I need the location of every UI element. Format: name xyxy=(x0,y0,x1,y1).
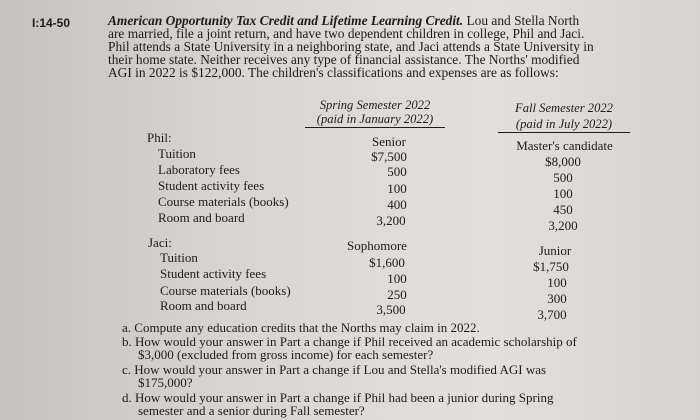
phil-row-label: Student activity fees xyxy=(158,178,265,193)
question-letter: c. xyxy=(122,362,132,377)
question-letter: b. xyxy=(122,334,132,349)
phil-row-fall: 3,200 xyxy=(548,218,578,233)
phil-row-label: Room and board xyxy=(158,210,245,225)
intro-line-1: Lou and Stella North xyxy=(466,13,580,28)
jaci-row-spring: 3,500 xyxy=(376,302,406,317)
intro-line-5: AGI in 2022 is $122,000. The children's classifications and expenses are as follows: xyxy=(108,65,559,80)
intro-line-3: Phil attends a State University in a neighboring state, and Jaci attends a State University in xyxy=(108,39,594,54)
jaci-row-fall: $1,750 xyxy=(533,259,569,274)
phil-row-label: Tuition xyxy=(158,146,196,161)
phil-class-fall: Master's candidate xyxy=(516,138,613,153)
phil-row-spring: 100 xyxy=(387,181,407,196)
question-letter: a. xyxy=(122,320,132,335)
phil-row-spring: $7,500 xyxy=(371,149,407,164)
col-spring-title: Spring Semester 2022 xyxy=(319,98,431,112)
question-b-line-2: $3,000 (excluded from gross income) for each semester? xyxy=(138,347,434,362)
jaci-row-label: Tuition xyxy=(160,250,198,265)
question-text: How would your answer in Part a change if Phil received an academic scholarship of xyxy=(135,334,577,349)
intro-line-2: are married, file a joint return, and have two dependent children in college, Phil and Jaci. xyxy=(108,26,585,41)
phil-row-label: Laboratory fees xyxy=(158,162,240,177)
question-letter: d. xyxy=(122,390,132,405)
jaci-row-label: Room and board xyxy=(160,298,247,313)
jaci-row-spring: 100 xyxy=(387,271,407,286)
question-d-line-2: semester and a senior during Fall semester? xyxy=(138,403,365,418)
question-c-line-2: $175,000? xyxy=(138,375,193,390)
phil-row-fall: 450 xyxy=(553,202,573,217)
problem-number: I:14-50 xyxy=(32,16,71,30)
question-text: How would your answer in Part a change if Phil had been a junior during Spring xyxy=(135,390,554,405)
question-text: How would your answer in Part a change if Lou and Stella's modified AGI was xyxy=(134,362,547,377)
student-name-jaci: Jaci: xyxy=(148,235,172,250)
col-fall-subtitle: (paid in July 2022) xyxy=(498,117,630,133)
jaci-row-fall: 100 xyxy=(547,275,567,290)
intro-line-4: their home state. Neither receives any type of financial assistance. The Norths' modified xyxy=(108,52,580,67)
phil-row-spring: 500 xyxy=(387,164,407,179)
jaci-class-fall: Junior xyxy=(538,243,572,258)
phil-row-fall: 500 xyxy=(553,170,573,185)
col-fall-title: Fall Semester 2022 xyxy=(515,101,613,115)
jaci-row-fall: 300 xyxy=(547,291,567,306)
problem-title: American Opportunity Tax Credit and Lifetime Learning Credit. xyxy=(108,13,464,28)
jaci-class-spring: Sophomore xyxy=(347,238,407,253)
jaci-row-label: Course materials (books) xyxy=(160,283,291,298)
jaci-row-fall: 3,700 xyxy=(537,307,567,322)
phil-row-fall: 100 xyxy=(553,186,573,201)
jaci-row-spring: 250 xyxy=(387,287,407,302)
phil-class-spring: Senior xyxy=(372,134,406,149)
phil-row-label: Course materials (books) xyxy=(158,194,289,209)
phil-row-fall: $8,000 xyxy=(545,154,581,169)
jaci-row-label: Student activity fees xyxy=(160,266,267,281)
phil-row-spring: 3,200 xyxy=(376,213,406,228)
phil-row-spring: 400 xyxy=(387,197,407,212)
question-a xyxy=(122,322,480,334)
jaci-row-spring: $1,600 xyxy=(369,255,405,270)
student-name-phil: Phil: xyxy=(147,130,172,145)
col-spring-subtitle: (paid in January 2022) xyxy=(305,112,445,128)
question-text: Compute any education credits that the Norths may claim in 2022. xyxy=(134,320,480,335)
